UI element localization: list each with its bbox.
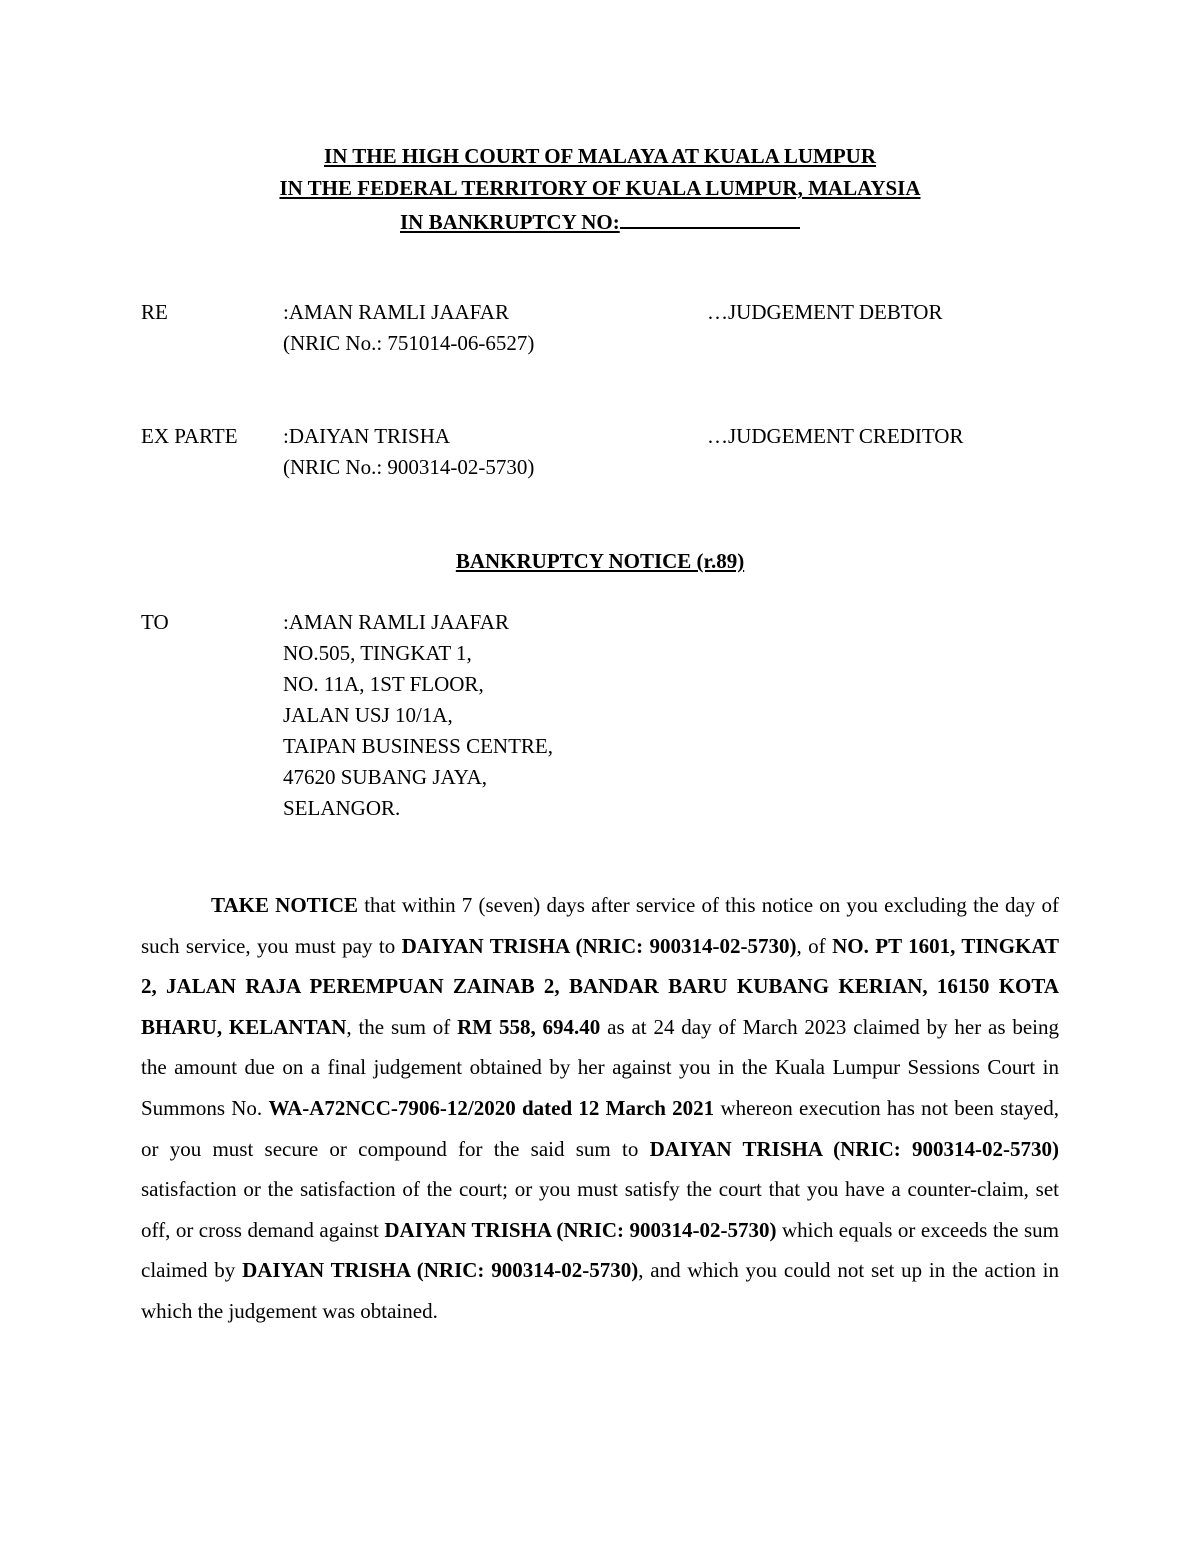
- bankruptcy-number-heading: [400, 207, 800, 235]
- body-text: as at 24 day of March 2023 claimed by her as being the amount due on a final judgement obtained by her against you in the Kuala Lumpur Sessions Court in Summons No.: [141, 1014, 1060, 1120]
- bankruptcy-number-label: IN BANKRUPTCY NO:: [400, 210, 620, 234]
- notice-body-paragraph: [141, 885, 1059, 1332]
- claim-amount: RM 558, 694.40: [457, 1014, 601, 1039]
- creditor-nric: (NRIC No.: 900314-02-5730): [283, 455, 535, 479]
- creditor-reference: DAIYAN TRISHA (NRIC: 900314-02-5730): [649, 1136, 1059, 1161]
- address-line: SELANGOR.: [283, 796, 401, 820]
- body-text: , the sum of: [346, 1014, 458, 1039]
- summons-reference: WA-A72NCC-7906-12/2020 dated 12 March 2021: [268, 1095, 715, 1120]
- creditor-reference: DAIYAN TRISHA (NRIC: 900314-02-5730): [384, 1217, 777, 1242]
- address-line: JALAN USJ 10/1A,: [283, 703, 453, 727]
- creditor-reference: DAIYAN TRISHA (NRIC: 900314-02-5730): [401, 933, 797, 958]
- body-text: whereon execution has not been stayed, or you must secure or compound for the said sum to: [141, 1095, 1059, 1161]
- address-line: TAIPAN BUSINESS CENTRE,: [283, 734, 553, 758]
- debtor-role: …JUDGEMENT DEBTOR: [707, 300, 943, 324]
- creditor-name: :DAIYAN TRISHA: [283, 424, 451, 448]
- body-text: that within 7 (seven) days after service of this notice on you excluding the day of such service, you must pay to: [141, 893, 1059, 958]
- bankruptcy-number-blank: [620, 207, 800, 229]
- debtor-name: :AMAN RAMLI JAAFAR: [283, 300, 509, 324]
- court-heading-line-2: IN THE FEDERAL TERRITORY OF KUALA LUMPUR, MALAYSIA: [279, 176, 921, 200]
- creditor-role: …JUDGEMENT CREDITOR: [707, 424, 964, 448]
- body-text: which equals or exceeds the sum claimed by: [141, 1217, 1059, 1283]
- recipient-label: TO: [141, 610, 169, 634]
- address-line: NO. 11A, 1ST FLOOR,: [283, 672, 484, 696]
- body-text: satisfaction or the satisfaction of the court; or you must satisfy the court that you have a counter-claim, set off, or cross demand against: [141, 1177, 1059, 1242]
- creditor-address: NO. PT 1601, TINGKAT 2, JALAN RAJA PEREMPUAN ZAINAB 2, BANDAR BARU KUBANG KERIAN, 16150 KOTA BHARU, KELANTAN: [141, 933, 1060, 1039]
- debtor-nric: (NRIC No.: 751014-06-6527): [283, 331, 535, 355]
- take-notice-phrase: TAKE NOTICE: [211, 893, 359, 917]
- address-line: 47620 SUBANG JAYA,: [283, 765, 488, 789]
- debtor-label: RE: [141, 300, 168, 324]
- recipient-address: [283, 607, 553, 824]
- body-text: , and which you could not set up in the action in which the judgement was obtained.: [141, 1258, 1060, 1323]
- address-line: :AMAN RAMLI JAAFAR: [283, 610, 509, 634]
- notice-title: BANKRUPTCY NOTICE (r.89): [455, 549, 745, 573]
- address-line: NO.505, TINGKAT 1,: [283, 641, 472, 665]
- creditor-reference: DAIYAN TRISHA (NRIC: 900314-02-5730): [242, 1258, 639, 1283]
- court-heading-line-1: IN THE HIGH COURT OF MALAYA AT KUALA LUMPUR: [324, 144, 876, 168]
- creditor-label: EX PARTE: [141, 424, 238, 448]
- body-text: , of: [796, 933, 833, 958]
